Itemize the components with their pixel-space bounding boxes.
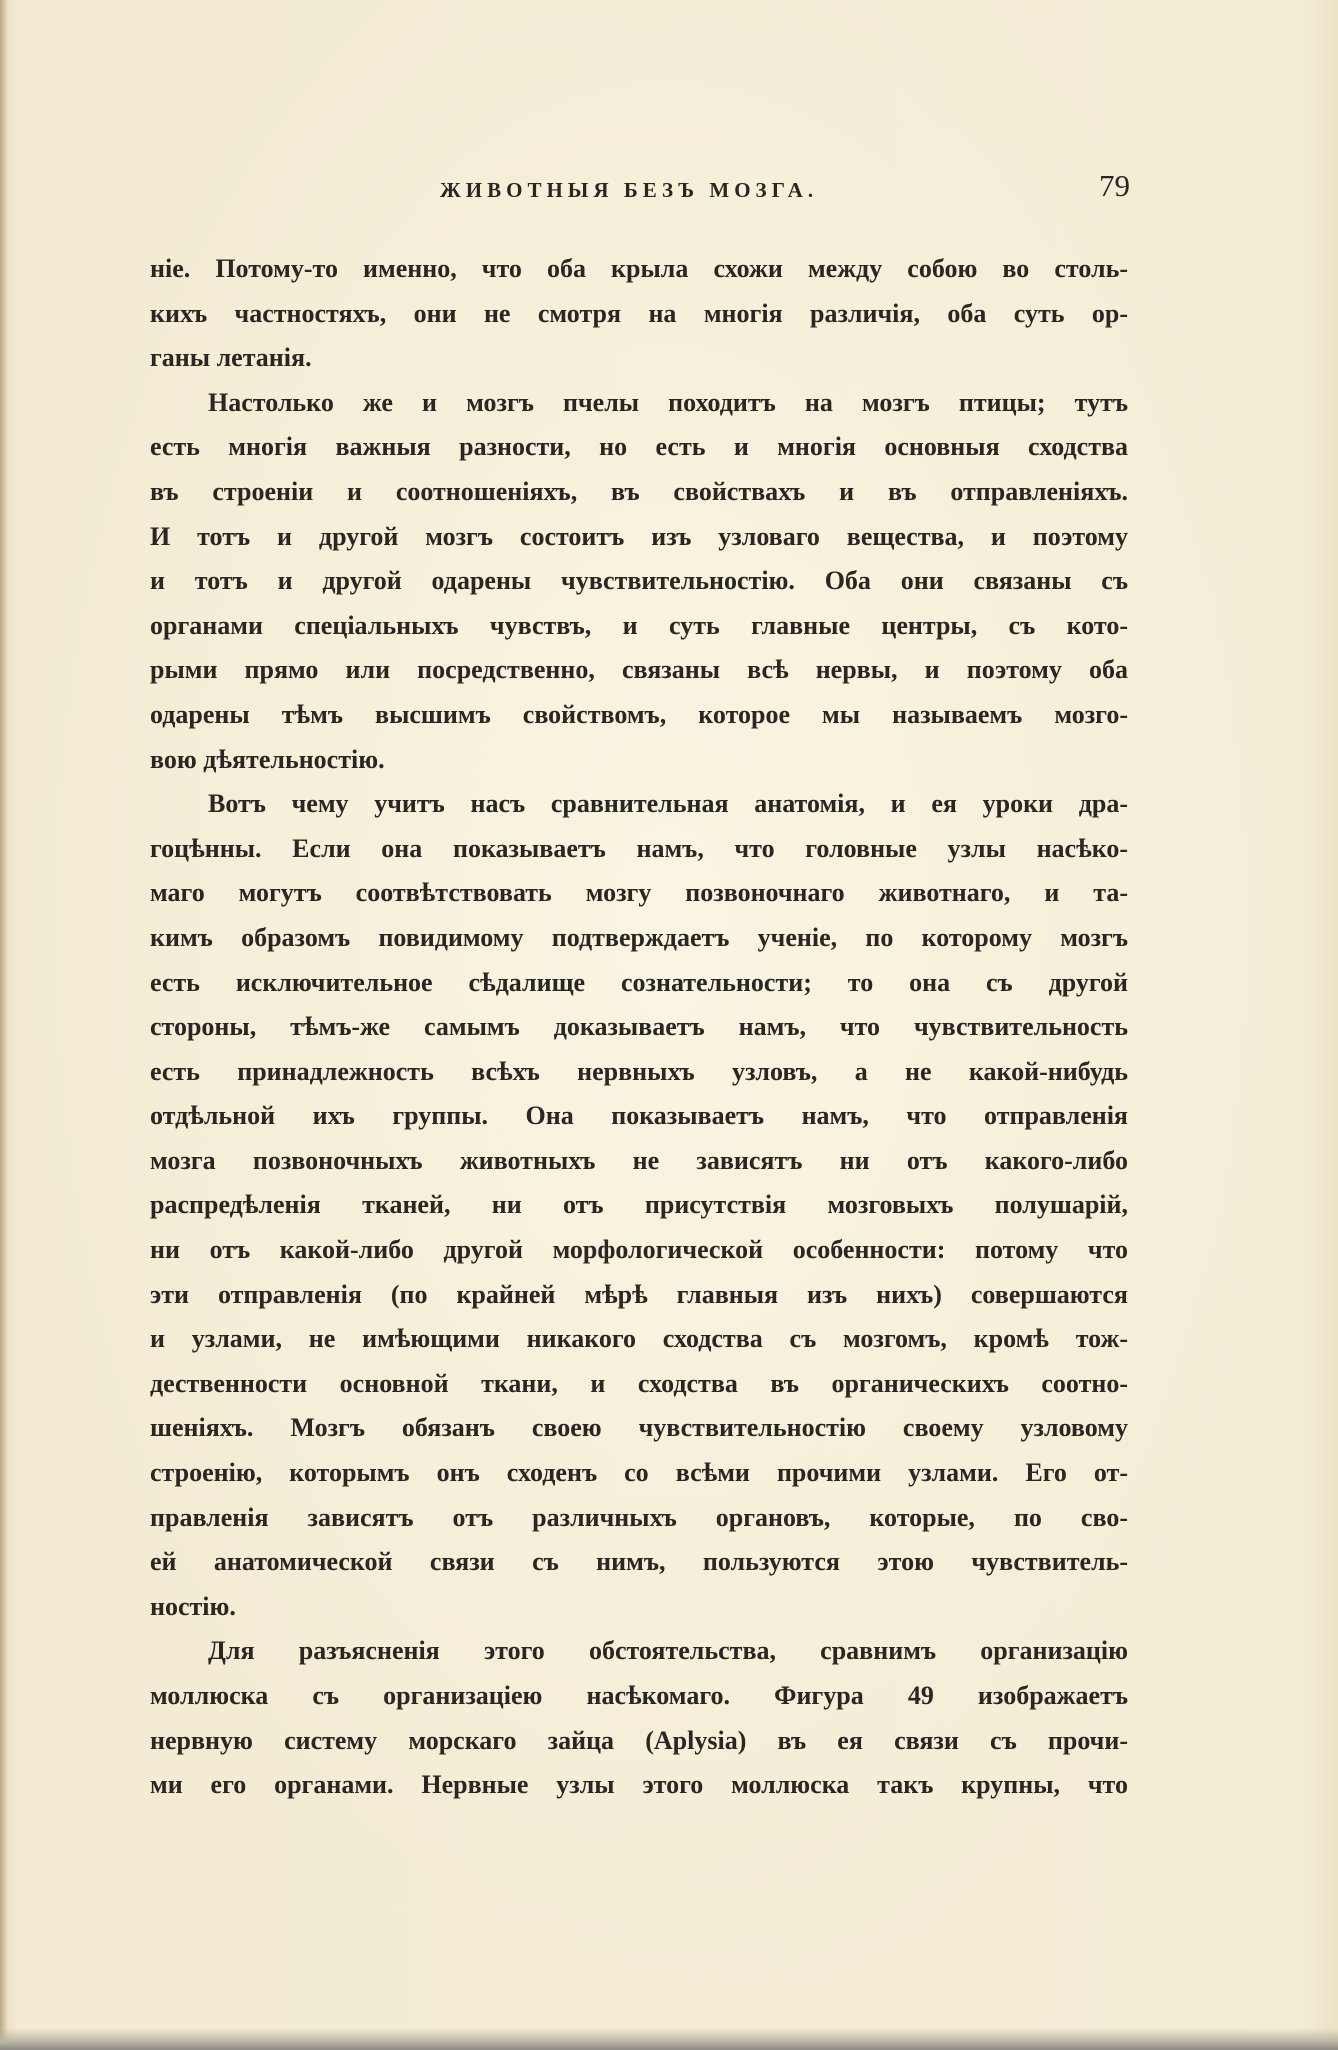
text-line: гоцѣнны. Если она показываетъ намъ, что головные узлы насѣко- <box>150 833 1128 863</box>
text-line: ностію. <box>150 1591 236 1621</box>
text-line: маго могутъ соотвѣтствовать мозгу позвоночнаго животнаго, и та- <box>150 878 1128 908</box>
text-line: и тотъ и другой одарены чувствительностію. Оба они связаны съ <box>150 566 1128 596</box>
running-head <box>150 168 1130 218</box>
text-line: есть принадлежность всѣхъ нервныхъ узловъ, а не какой-нибудь <box>150 1056 1128 1086</box>
text-line: рыми прямо или посредственно, связаны всѣ нервы, и поэтому оба <box>150 655 1128 685</box>
text-line: ми его органами. Нервные узлы этого моллюска такъ крупны, что <box>150 1770 1128 1800</box>
text-line: ей анатомической связи съ нимъ, пользуются этою чувствитель- <box>150 1547 1128 1577</box>
text-line: Вотъ чему учитъ насъ сравнительная анатомія, и ея уроки дра- <box>208 789 1128 819</box>
page-edge-bottom <box>0 2028 1338 2050</box>
text-line: въ строеніи и соотношеніяхъ, въ свойствахъ и въ отправленіяхъ. <box>150 476 1128 506</box>
text-line: мозга позвоночныхъ животныхъ не зависятъ ни отъ какого-либо <box>150 1145 1128 1175</box>
text-line: вою дѣятельностію. <box>150 744 385 774</box>
text-line: одарены тѣмъ высшимъ свойствомъ, которое мы называемъ мозго- <box>150 699 1128 729</box>
text-line: кимъ образомъ повидимому подтверждаетъ ученіе, по которому мозгъ <box>150 922 1128 952</box>
text-line: есть исключительное сѣдалище сознательности; то она съ другой <box>150 967 1128 997</box>
text-line: дественности основной ткани, и сходства въ органическихъ соотно- <box>150 1368 1128 1398</box>
running-title: ЖИВОТНЫЯ БЕЗЪ МОЗГА. <box>440 178 819 202</box>
text-line: кихъ частностяхъ, они не смотря на многія различія, оба суть ор- <box>150 298 1128 328</box>
text-line: ни отъ какой-либо другой морфологической особенности: потому что <box>150 1235 1128 1265</box>
text-line: нервную систему морскаго зайца (Aplysia) въ ея связи съ прочи- <box>150 1725 1128 1755</box>
body-text <box>150 247 1128 1808</box>
text-line: правленія зависятъ отъ различныхъ органовъ, которые, по сво- <box>150 1502 1128 1532</box>
text-line: Для разъясненія этого обстоятельства, сравнимъ организацію <box>208 1636 1128 1666</box>
text-line: эти отправленія (по крайней мѣрѣ главныя изъ нихъ) совершаются <box>150 1279 1128 1309</box>
text-line: ніе. Потому-то именно, что оба крыла схожи между собою во столь- <box>150 254 1128 283</box>
text-line: Настолько же и мозгъ пчелы походитъ на мозгъ птицы; тутъ <box>208 387 1128 417</box>
text-line: органами спеціальныхъ чувствъ, и суть главные центры, съ кото- <box>150 610 1128 640</box>
text-line: строенію, которымъ онъ сходенъ со всѣми прочими узлами. Его от- <box>150 1458 1128 1488</box>
text-line: ганы летанія. <box>150 343 312 373</box>
text-line: стороны, тѣмъ-же самымъ доказываетъ намъ, что чувствительность <box>150 1012 1128 1042</box>
text-line: шеніяхъ. Мозгъ обязанъ своею чувствительностію своему узловому <box>150 1413 1128 1443</box>
text-line: моллюска съ организаціею насѣкомаго. Фигура 49 изображаетъ <box>150 1681 1128 1710</box>
text-line: И тотъ и другой мозгъ состоитъ изъ узловаго вещества, и поэтому <box>150 521 1128 551</box>
text-line: распредѣленія тканей, ни отъ присутствія мозговыхъ полушарій, <box>150 1190 1128 1220</box>
text-line: есть многія важныя разности, но есть и многія основныя сходства <box>150 432 1128 462</box>
page-number: 79 <box>1099 168 1130 203</box>
page-edge-left <box>0 0 8 2050</box>
text-line: и узлами, не имѣющими никакого сходства съ мозгомъ, кромѣ тож- <box>150 1324 1128 1354</box>
text-line: отдѣльной ихъ группы. Она показываетъ намъ, что отправленія <box>150 1101 1128 1131</box>
